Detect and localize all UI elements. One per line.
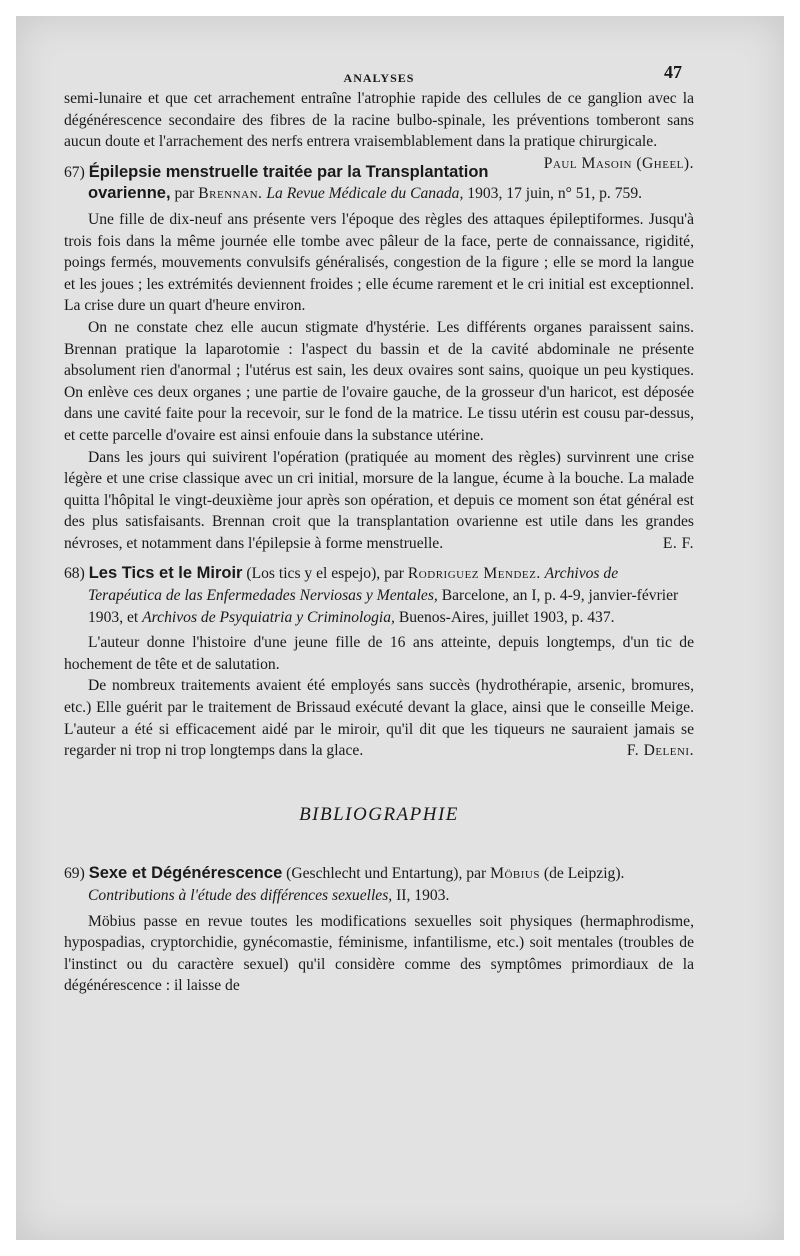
article-68-citation-2: Buenos-Aires, juillet 1903, p. 437. <box>398 608 615 626</box>
article-67-number: 67) <box>64 163 85 181</box>
article-68-subtitle: (Los tics y el espejo), par <box>246 565 404 583</box>
page-number: 47 <box>664 62 682 82</box>
document-page <box>64 58 694 997</box>
article-68-number: 68) <box>64 565 85 583</box>
article-68-author: Rodriguez Mendez. <box>407 565 541 583</box>
article-69-number: 69) <box>64 865 85 883</box>
article-67-paragraph-1: Une fille de dix-neuf ans présente vers l'époque des règles des attaques épileptiformes. Jusqu'à trois fois dans la même journée elle tombe avec pâleur de la face, perte de connaissance, rigidité, poings fermés, mouvements convulsifs généralisés, congestion de la figure ; elle se mord la langue et les joues ; les extrémités deviennent froides ; elle écume rarement et le cri initial est exceptionnel. La crise dure un quart d'heure environ. <box>64 210 694 315</box>
article-68-paragraph-1: L'auteur donne l'histoire d'une jeune fille de 16 ans atteinte, depuis longtemps, d'un tic de hochement de tête et de salutation. <box>64 634 694 673</box>
article-69-citation: II, 1903. <box>396 887 450 904</box>
article-69-journal: Contributions à l'étude des différences sexuelles, <box>88 887 393 904</box>
article-68-citation-1: Barcelone, an I, p. 4-9, janvier-février 1903, et <box>88 587 679 626</box>
article-67-journal: La Revue Médicale du Canada, <box>266 185 464 203</box>
intro-signature: Paul Masoin (Gheel). <box>543 154 694 172</box>
article-68-signature: F. Deleni. <box>626 742 694 760</box>
article-67-title: Épilepsie menstruelle traitée par la Transplantation ovarienne, <box>88 162 489 203</box>
running-header <box>64 58 694 88</box>
article-67-paragraph-3 <box>64 447 694 555</box>
article-67-paragraph-3-text: Dans les jours qui suivirent l'opération (pratiquée au moment des règles) survinrent une crise légère et une crise classique avec un cri initial, morsure de la langue, écume à la bouche. La malade quitta l'hôpital le vingt-deuxième jour après son opération, et depuis ce moment son état général est des plus satisfaisants. Brennan croit que la transplantation ovarienne est utile dans les grandes névroses, et notamment dans l'épilepsie à forme menstruelle. <box>64 448 694 552</box>
article-68-heading <box>64 563 694 628</box>
article-67-by: par <box>174 185 195 203</box>
article-69-heading <box>64 863 694 906</box>
article-67-citation: 1903, 17 juin, n° 51, p. 759. <box>467 185 643 203</box>
article-68-journal-1: Archivos de Terapéutica de las Enfermedades Nerviosas y Mentales, <box>88 565 619 605</box>
section-heading-bibliographie: BIBLIOGRAPHIE <box>299 803 459 825</box>
article-67-author: Brennan. <box>198 185 263 203</box>
article-68-title: Les Tics et le Miroir <box>88 564 243 583</box>
article-68-paragraph-2-text: De nombreux traitements avaient été employés sans succès (hydrothérapie, arsenic, bromures, etc.) Elle guérit par le traitement de Brissaud exécuté devant la glace, ainsi que le conseille Meige. L'auteur a été si efficacement aidé par le miroir, qu'il dit que les tiqueurs ne sauraient jamais se regarder ni trop ni trop longtemps dans la glace. <box>64 677 694 760</box>
article-67-paragraph-2: On ne constate chez elle aucun stigmate d'hystérie. Les différents organes paraissent sains. Brennan pratique la laparotomie : l'aspect du bassin et de la cavité abdominale ne présente absolument rien d'anormal ; l'utérus est sain, les deux ovaires sont sains, quoique un peu kystiques. On enlève ces deux organes ; une partie de l'ovaire gauche, de la grosseur d'un haricot, est déposée dans une cavité faite pour la recevoir, sur le fond de la matrice. Le tissu utérin est cousu par-dessus, et cette parcelle d'ovaire est ainsi enfouie dans la substance utérine. <box>64 318 694 444</box>
running-title: ANALYSES <box>343 71 415 85</box>
article-69-title: Sexe et Dégénérescence <box>88 864 283 883</box>
article-68-journal-2: Archivos de Psyquiatria y Criminologia, <box>142 608 395 626</box>
article-69-subtitle: (Geschlecht und Entartung), par <box>286 865 487 883</box>
article-67-signature: E. F. <box>662 534 694 552</box>
article-68-paragraph-2 <box>64 675 694 761</box>
article-69-place: (de Leipzig). <box>543 865 625 883</box>
article-69-paragraph-1: Möbius passe en revue toutes les modifications sexuelles soit physiques (hermaphrodisme, hypospadias, cryptorchidie, gynécomastie, féminisme, infantilisme, etc.) soit mentales (troubles de l'instinct ou du caractère sexuel) qu'il considère comme des symptômes primordiaux de la dégénérescence : il laisse de <box>64 912 694 995</box>
intro-text: semi-lunaire et que cet arrachement entraîne l'atrophie rapide des cellules de ce ganglion avec la dégénérescence secondaire des fibres de la racine bulbo-spinale, les préventions tomberont sans aucun doute et l'arrachement des nerfs entrera vraisemblablement dans la pratique chirurgicale. <box>64 90 694 151</box>
article-69-author: Möbius <box>490 865 540 883</box>
